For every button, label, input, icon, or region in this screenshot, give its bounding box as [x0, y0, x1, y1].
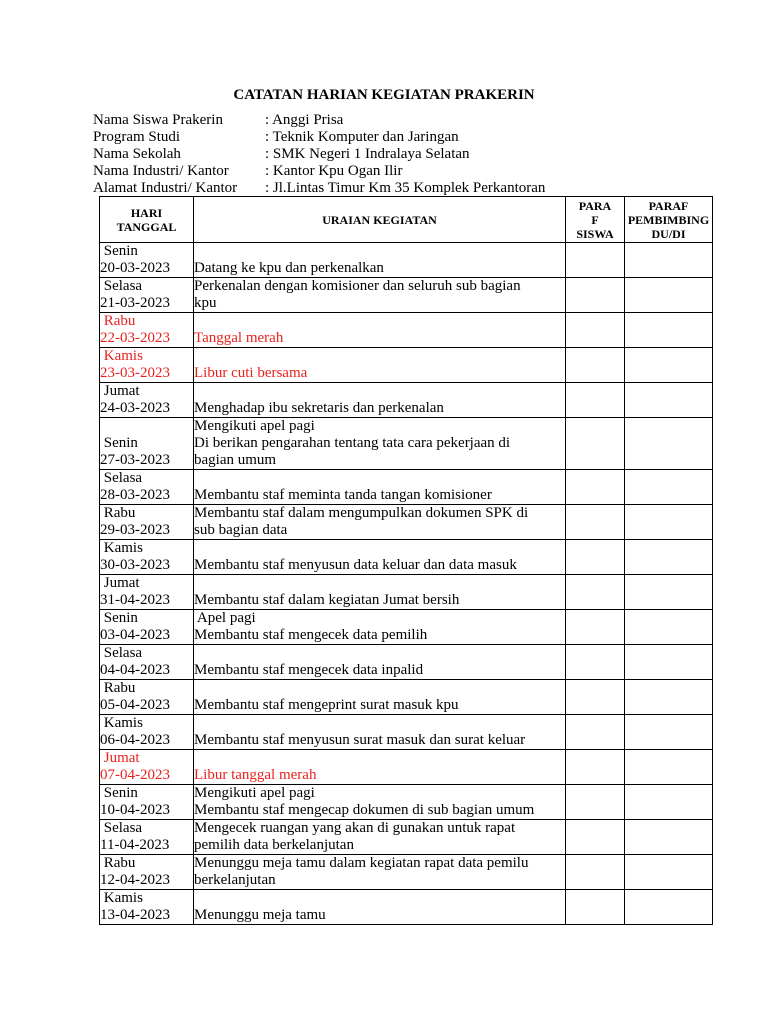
header-date: HARI TANGGAL: [100, 197, 194, 243]
row-day-date: Senin 10-04-2023: [100, 785, 194, 820]
header-student-signature: PARA F SISWA: [566, 197, 625, 243]
row-mentor-signature-cell[interactable]: [625, 680, 713, 715]
table-row: [100, 715, 713, 750]
info-label: Alamat Industri/ Kantor: [93, 180, 238, 196]
row-student-signature-cell[interactable]: [566, 820, 625, 855]
row-day-date: Senin 27-03-2023: [100, 418, 194, 470]
info-row-student-name: [93, 112, 545, 129]
table-row: [100, 278, 713, 313]
row-day-date: Kamis 06-04-2023: [100, 715, 194, 750]
info-row-school: [93, 146, 545, 163]
row-activity: Apel pagi Membantu staf mengecek data pemilih: [194, 610, 566, 645]
row-mentor-signature-cell[interactable]: [625, 505, 713, 540]
row-mentor-signature-cell[interactable]: [625, 278, 713, 313]
row-day-date: Jumat 31-04-2023: [100, 575, 194, 610]
info-label: Nama Industri/ Kantor: [93, 163, 229, 179]
row-student-signature-cell[interactable]: [566, 855, 625, 890]
row-activity: Mengecek ruangan yang akan di gunakan untuk rapat pemilih data berkelanjutan: [194, 820, 566, 855]
info-row-office: [93, 163, 545, 180]
row-mentor-signature-cell[interactable]: [625, 418, 713, 470]
row-student-signature-cell[interactable]: [566, 750, 625, 785]
table-row: [100, 855, 713, 890]
row-student-signature-cell[interactable]: [566, 505, 625, 540]
info-value: : Anggi Prisa: [265, 112, 344, 128]
row-day-date: Jumat 24-03-2023: [100, 383, 194, 418]
row-day-date: Kamis 30-03-2023: [100, 540, 194, 575]
row-mentor-signature-cell[interactable]: [625, 575, 713, 610]
row-mentor-signature-cell[interactable]: [625, 383, 713, 418]
row-activity: Datang ke kpu dan perkenalkan: [194, 243, 566, 278]
row-activity: Membantu staf meminta tanda tangan komisioner: [194, 470, 566, 505]
row-student-signature-cell[interactable]: [566, 575, 625, 610]
info-value: : Jl.Lintas Timur Km 35 Komplek Perkantoran: [265, 180, 546, 196]
row-mentor-signature-cell[interactable]: [625, 313, 713, 348]
row-student-signature-cell[interactable]: [566, 278, 625, 313]
row-day-date: Rabu 12-04-2023: [100, 855, 194, 890]
info-label: Nama Sekolah: [93, 146, 181, 162]
info-value: : Teknik Komputer dan Jaringan: [265, 129, 459, 145]
row-mentor-signature-cell[interactable]: [625, 890, 713, 925]
row-student-signature-cell[interactable]: [566, 348, 625, 383]
table-row: [100, 470, 713, 505]
table-row: [100, 348, 713, 383]
row-day-date: Jumat 07-04-2023: [100, 750, 194, 785]
table-header-row: [100, 197, 713, 243]
row-student-signature-cell[interactable]: [566, 680, 625, 715]
row-activity: Membantu staf dalam kegiatan Jumat bersih: [194, 575, 566, 610]
row-day-date: Selasa 28-03-2023: [100, 470, 194, 505]
row-activity: Perkenalan dengan komisioner dan seluruh sub bagian kpu: [194, 278, 566, 313]
row-activity: Menunggu meja tamu dalam kegiatan rapat data pemilu berkelanjutan: [194, 855, 566, 890]
row-activity: Libur tanggal merah: [194, 750, 566, 785]
table-body: [100, 243, 713, 925]
row-day-date: Selasa 11-04-2023: [100, 820, 194, 855]
table-row: [100, 540, 713, 575]
row-activity: Membantu staf menyusun data keluar dan data masuk: [194, 540, 566, 575]
row-mentor-signature-cell[interactable]: [625, 855, 713, 890]
table-row: [100, 820, 713, 855]
info-value: : SMK Negeri 1 Indralaya Selatan: [265, 146, 470, 162]
header-activity: URAIAN KEGIATAN: [194, 197, 566, 243]
row-day-date: Selasa 21-03-2023: [100, 278, 194, 313]
table-row: [100, 313, 713, 348]
row-mentor-signature-cell[interactable]: [625, 243, 713, 278]
row-student-signature-cell[interactable]: [566, 418, 625, 470]
page-title: CATATAN HARIAN KEGIATAN PRAKERIN: [233, 87, 535, 103]
row-day-date: Rabu 05-04-2023: [100, 680, 194, 715]
row-activity: Tanggal merah: [194, 313, 566, 348]
row-mentor-signature-cell[interactable]: [625, 820, 713, 855]
row-student-signature-cell[interactable]: [566, 645, 625, 680]
row-day-date: Senin 03-04-2023: [100, 610, 194, 645]
info-label: Nama Siswa Prakerin: [93, 112, 223, 128]
table-row: [100, 890, 713, 925]
row-student-signature-cell[interactable]: [566, 313, 625, 348]
info-value: : Kantor Kpu Ogan Ilir: [265, 163, 403, 179]
row-student-signature-cell[interactable]: [566, 785, 625, 820]
row-activity: Menunggu meja tamu: [194, 890, 566, 925]
table-row: [100, 575, 713, 610]
row-student-signature-cell[interactable]: [566, 715, 625, 750]
row-mentor-signature-cell[interactable]: [625, 750, 713, 785]
info-row-address: [93, 180, 545, 197]
row-activity: Membantu staf mengeprint surat masuk kpu: [194, 680, 566, 715]
row-activity: Membantu staf menyusun surat masuk dan surat keluar: [194, 715, 566, 750]
row-mentor-signature-cell[interactable]: [625, 715, 713, 750]
row-student-signature-cell[interactable]: [566, 540, 625, 575]
table-row: [100, 785, 713, 820]
row-mentor-signature-cell[interactable]: [625, 470, 713, 505]
table-row: [100, 680, 713, 715]
row-mentor-signature-cell[interactable]: [625, 785, 713, 820]
row-mentor-signature-cell[interactable]: [625, 610, 713, 645]
row-activity: Menghadap ibu sekretaris dan perkenalan: [194, 383, 566, 418]
row-activity: Membantu staf mengecek data inpalid: [194, 645, 566, 680]
row-day-date: Rabu 29-03-2023: [100, 505, 194, 540]
table-row: [100, 505, 713, 540]
row-activity: Mengikuti apel pagi Di berikan pengarahan tentang tata cara pekerjaan di bagian umum: [194, 418, 566, 470]
row-day-date: Kamis 23-03-2023: [100, 348, 194, 383]
row-day-date: Kamis 13-04-2023: [100, 890, 194, 925]
row-student-signature-cell[interactable]: [566, 243, 625, 278]
table-row: [100, 645, 713, 680]
activity-log-table: [99, 196, 713, 925]
row-activity: Mengikuti apel pagi Membantu staf mengecap dokumen di sub bagian umum: [194, 785, 566, 820]
row-mentor-signature-cell[interactable]: [625, 348, 713, 383]
row-student-signature-cell[interactable]: [566, 890, 625, 925]
info-label: Program Studi: [93, 129, 181, 145]
header-mentor-signature: PARAF PEMBIMBING DU/DI: [625, 197, 713, 243]
table-row: [100, 418, 713, 470]
table-row: [100, 243, 713, 278]
student-info: [93, 112, 545, 197]
table-row: [100, 383, 713, 418]
row-mentor-signature-cell[interactable]: [625, 540, 713, 575]
table-row: [100, 610, 713, 645]
row-activity: Membantu staf dalam mengumpulkan dokumen SPK di sub bagian data: [194, 505, 566, 540]
row-student-signature-cell[interactable]: [566, 610, 625, 645]
table-row: [100, 750, 713, 785]
row-mentor-signature-cell[interactable]: [625, 645, 713, 680]
info-row-program: [93, 129, 545, 146]
row-student-signature-cell[interactable]: [566, 470, 625, 505]
row-day-date: Senin 20-03-2023: [100, 243, 194, 278]
row-day-date: Rabu 22-03-2023: [100, 313, 194, 348]
row-student-signature-cell[interactable]: [566, 383, 625, 418]
row-activity: Libur cuti bersama: [194, 348, 566, 383]
row-day-date: Selasa 04-04-2023: [100, 645, 194, 680]
